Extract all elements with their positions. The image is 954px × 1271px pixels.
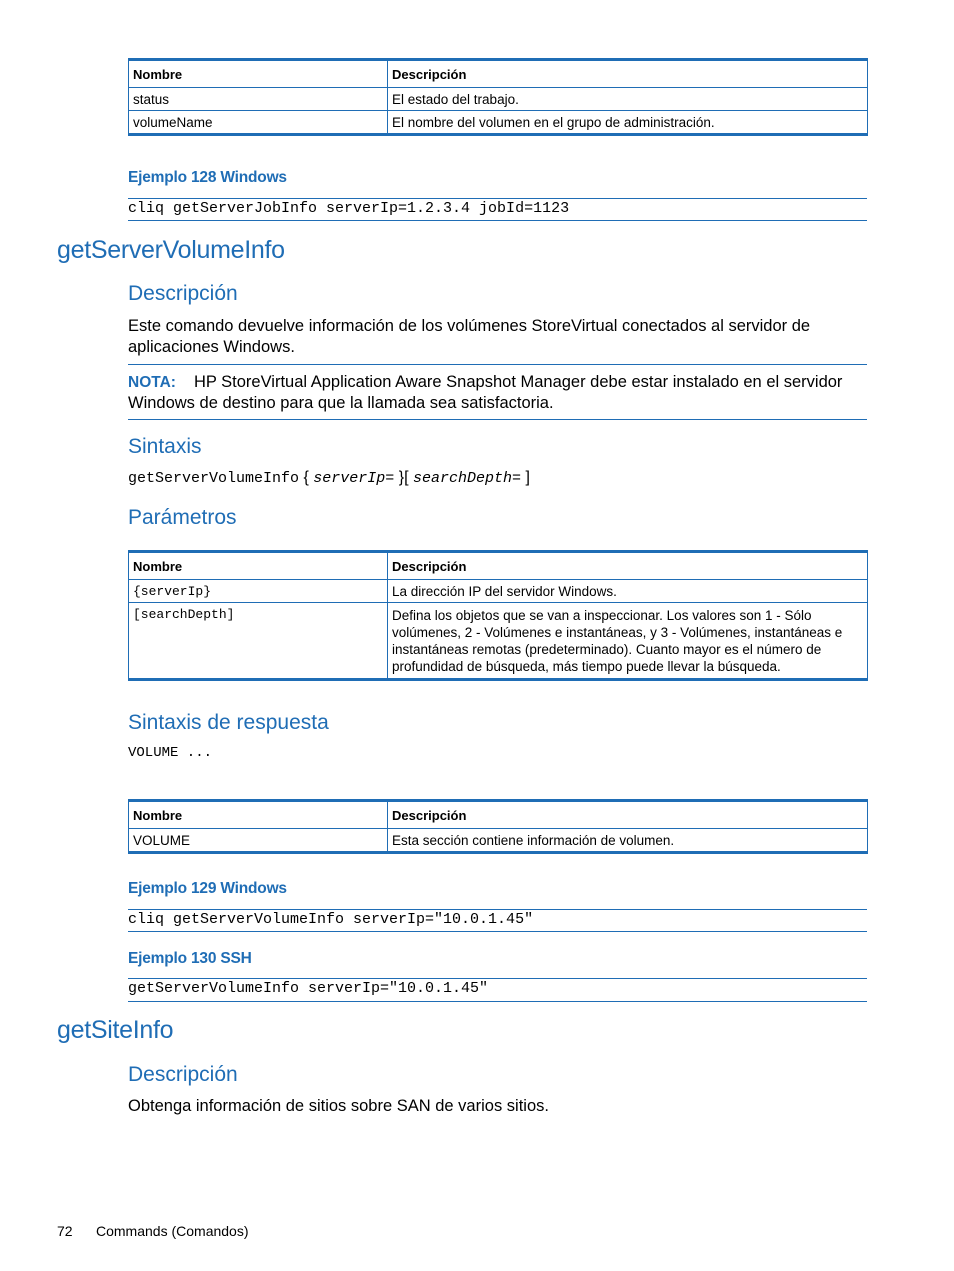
cell-desc: La dirección IP del servidor Windows.: [388, 580, 868, 603]
example-130-label: Ejemplo 130 SSH: [128, 950, 252, 967]
table-row: [129, 88, 868, 111]
example-128-label: Ejemplo 128 Windows: [128, 169, 287, 186]
cell-desc: Defina los objetos que se van a inspeccionar. Los valores son 1 - Sólo volúmenes, 2 - Volúmenes e instantáneas, y 3 - Volúmenes, instantáneas e instantáneas remotas (predeterminado). Cuanto mayor es el número de profundidad de búsqueda, más tiempo puede llevar la búsqueda.: [388, 603, 868, 680]
descripcion-heading-2: Descripción: [128, 1063, 238, 1086]
parametros-heading: Parámetros: [128, 506, 237, 529]
section-title-getservervolumeinfo: getServerVolumeInfo: [57, 236, 285, 264]
example-129-label: Ejemplo 129 Windows: [128, 880, 287, 897]
section-title-getsiteinfo: getSiteInfo: [57, 1016, 174, 1044]
cell-name: {serverIp}: [129, 580, 388, 603]
divider: [128, 931, 867, 932]
example-130-code: getServerVolumeInfo serverIp="10.0.1.45": [128, 980, 489, 997]
header-nombre: Nombre: [129, 60, 388, 88]
syntax-param-searchdepth: searchDepth=: [413, 470, 522, 487]
params-table: [128, 550, 868, 681]
header-descripcion: Descripción: [388, 801, 868, 829]
header-descripcion: Descripción: [388, 552, 868, 580]
cell-desc: Esta sección contiene información de volumen.: [388, 829, 868, 853]
table-row: [129, 829, 868, 853]
example-128-code: cliq getServerJobInfo serverIp=1.2.3.4 jobId=1123: [128, 200, 570, 217]
divider: [128, 220, 867, 221]
divider: [128, 419, 867, 420]
cell-name: VOLUME: [129, 829, 388, 853]
divider: [128, 198, 867, 199]
header-nombre: Nombre: [129, 801, 388, 829]
note-text: HP StoreVirtual Application Aware Snapshot Manager debe estar instalado en el servidor Windows de destino para que la llamada sea satisfactoria.: [128, 373, 843, 412]
cell-desc: El nombre del volumen en el grupo de administración.: [388, 111, 868, 135]
footer-chapter: Commands (Comandos): [96, 1223, 249, 1239]
respuesta-heading: Sintaxis de respuesta: [128, 711, 329, 734]
example-129-code: cliq getServerVolumeInfo serverIp="10.0.1.45": [128, 911, 534, 928]
divider: [128, 909, 867, 910]
note-label: NOTA:: [128, 374, 176, 391]
descripcion-heading: Descripción: [128, 282, 238, 305]
syntax-brace-open: {: [303, 469, 309, 486]
table-row: [129, 111, 868, 135]
table-row: [129, 603, 868, 680]
cell-name: [searchDepth]: [129, 603, 388, 680]
cell-name: volumeName: [129, 111, 388, 135]
syntax-brace-close: }[: [398, 469, 409, 486]
descripcion-text: Este comando devuelve información de los volúmenes StoreVirtual conectados al servidor de aplicaciones Windows.: [128, 317, 811, 356]
header-descripcion: Descripción: [388, 60, 868, 88]
divider: [128, 978, 867, 979]
sintaxis-heading: Sintaxis: [128, 435, 202, 458]
divider: [128, 1001, 867, 1002]
syntax-param-serverip: serverIp=: [313, 470, 395, 487]
response-table: [128, 799, 868, 854]
divider: [128, 364, 867, 365]
cell-desc: El estado del trabajo.: [388, 88, 868, 111]
cell-name: status: [129, 88, 388, 111]
status-table: [128, 58, 868, 136]
syntax-line: [128, 469, 530, 487]
table-row: [129, 580, 868, 603]
respuesta-code: VOLUME ...: [128, 745, 213, 761]
descripcion-text-2: Obtenga información de sitios sobre SAN de varios sitios.: [128, 1097, 549, 1115]
syntax-cmd: getServerVolumeInfo: [128, 470, 300, 487]
syntax-bracket-close: ]: [525, 469, 530, 486]
page-number: 72: [57, 1223, 73, 1239]
note: [128, 372, 870, 414]
header-nombre: Nombre: [129, 552, 388, 580]
